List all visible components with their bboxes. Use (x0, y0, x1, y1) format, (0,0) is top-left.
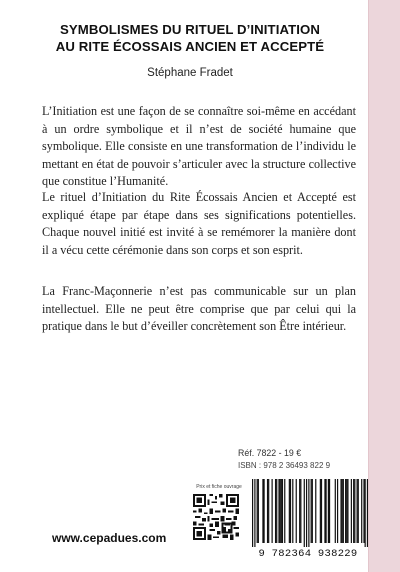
spine-strip (368, 0, 400, 572)
qr-code-icon[interactable] (193, 494, 239, 540)
reference-price: Réf. 7822 - 19 € (238, 448, 302, 458)
blurb-paragraph-2: Le rituel d’Initiation du Rite Écossais Ancien et Accepté est expliqué étape par étape dans ses significations potentielles. Chaque nouvel initié est invité à se remémorer la manière dont il a vécu cette cérémonie dans son corps et son esprit. (42, 190, 356, 257)
author-name: Stéphane Fradet (147, 67, 233, 79)
title-line-1: SYMBOLISMES DU RITUEL D’INITIATION (59, 22, 321, 37)
book-title (20, 21, 360, 55)
qr-caption: Prix et fiche ouvrage (196, 484, 242, 490)
barcode-icon (252, 479, 368, 547)
blurb-paragraph-3: La Franc-Maçonnerie n’est pas communicable sur un plan intellectuel. Elle ne peut être comprise que par celui qui la pratique dans le but d’éveiller concrètement son Être intérieur. (42, 284, 356, 334)
title-line-2: AU RITE ÉCOSSAIS ANCIEN ET ACCEPTÉ (55, 39, 325, 54)
barcode-digits: 9 782364 938229 (258, 548, 358, 560)
reference-block (238, 447, 358, 472)
isbn-text: ISBN : 978 2 36493 822 9 (238, 461, 331, 470)
blurb-paragraph-1: L’Initiation est une façon de se connaître soi-même en accédant à un ordre symbolique et il n’est de société humaine que symbolique. Elle consiste en une transformation de l’individu le mettant en état de pouvoir s’articuler avec la structure collective que constitue l’Humanité. (42, 104, 356, 189)
publisher-website-link[interactable]: www.cepadues.com (52, 531, 167, 545)
